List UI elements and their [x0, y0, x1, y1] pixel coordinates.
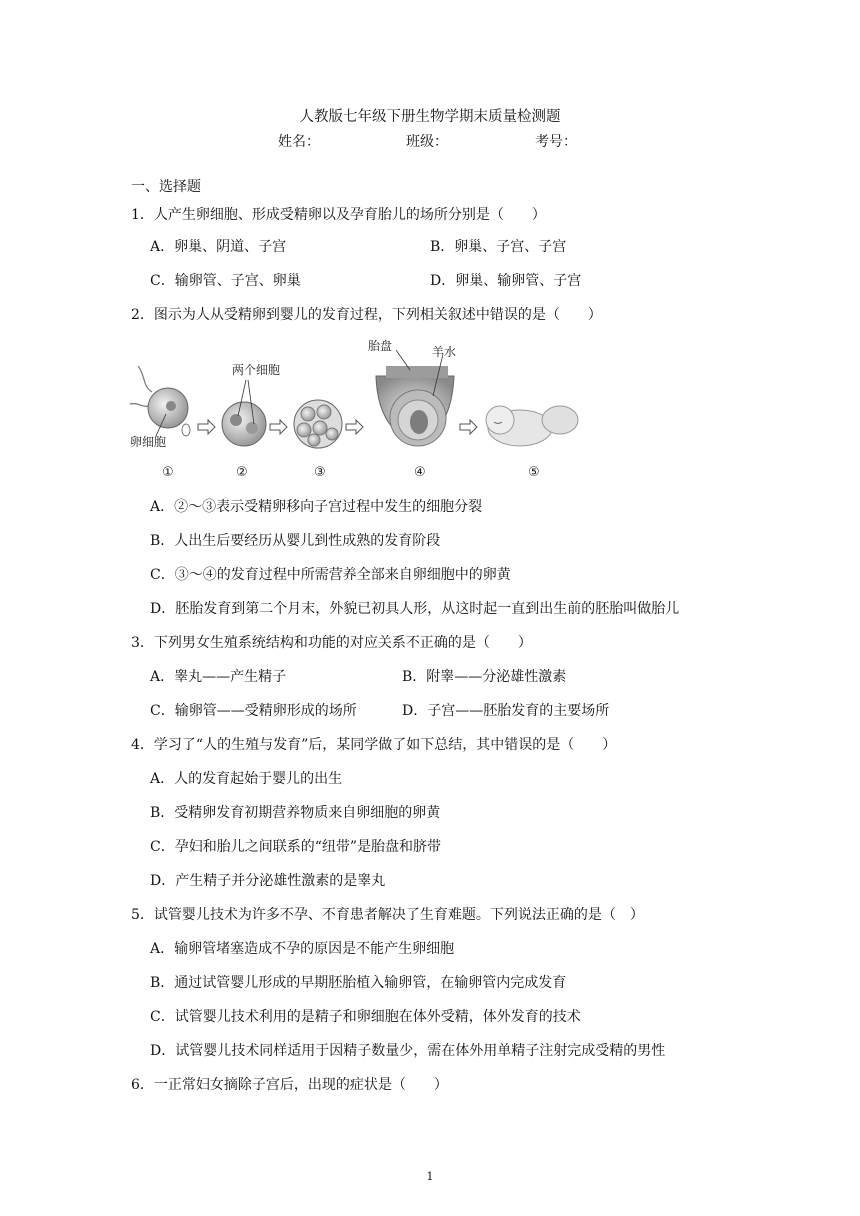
option-d: D．产生精子并分泌雄性激素的是睾丸: [150, 873, 386, 889]
womb-image: [376, 350, 454, 446]
amniotic-label: 羊水: [432, 345, 457, 359]
option-d: D．胚胎发育到第二个月末，外貌已初具人形，从这时起一直到出生前的胚胎叫做胎儿: [150, 601, 680, 617]
option-c: C．试管婴儿技术利用的是精子和卵细胞在体外受精，体外发育的技术: [150, 1009, 581, 1025]
option-d: D．卵巢、输卵管、子宫: [430, 273, 582, 289]
development-figure: [128, 336, 598, 486]
option-a: A．人的发育起始于婴儿的出生: [150, 771, 343, 787]
option-b: B．卵巢、子宫、子宫: [430, 239, 567, 255]
question-stem: 1．人产生卵细胞、形成受精卵以及孕育胎儿的场所分别是（ ）: [131, 207, 546, 223]
name-label: 姓名：: [278, 134, 320, 150]
two-cell-image: [222, 380, 266, 446]
question-stem: 4．学习了“人的生殖与发育”后，某同学做了如下总结，其中错误的是（ ）: [131, 737, 617, 753]
option-c: C．③～④的发育过程中所需营养全部来自卵细胞中的卵黄: [150, 567, 511, 583]
option-b: B．受精卵发育初期营养物质来自卵细胞的卵黄: [150, 805, 441, 821]
two-cells-label: 两个细胞: [232, 363, 281, 377]
option-d: D．试管婴儿技术同样适用于因精子数量少，需在体外用单精子注射完成受精的男性: [150, 1043, 666, 1059]
exam-no-label: 考号：: [535, 134, 577, 150]
question-stem: 2．图示为人从受精卵到婴儿的发育过程，下列相关叙述中错误的是（ ）: [131, 307, 602, 323]
option-b: B．人出生后要经历从婴儿到性成熟的发育阶段: [150, 533, 441, 549]
morula-image: [294, 400, 342, 448]
number-2: ②: [236, 465, 248, 480]
option-a: A．卵巢、阴道、子宫: [150, 239, 287, 255]
page-number: 1: [426, 1170, 434, 1183]
baby-image: [486, 406, 578, 446]
option-b: B．通过试管婴儿形成的早期胚胎植入输卵管，在输卵管内完成发育: [150, 975, 567, 991]
section-title: 一、选择题: [131, 179, 201, 195]
option-d: D．子宫——胚胎发育的主要场所: [402, 703, 610, 719]
number-4: ④: [414, 465, 426, 480]
option-c: C．孕妇和胎儿之间联系的“纽带”是胎盘和脐带: [150, 839, 442, 855]
option-a: A．输卵管堵塞造成不孕的原因是不能产生卵细胞: [150, 941, 455, 957]
option-c: C．输卵管——受精卵形成的场所: [150, 703, 357, 719]
question-stem: 5．试管婴儿技术为许多不孕、不育患者解决了生育难题。下列说法正确的是（ ）: [131, 907, 644, 923]
option-a: A．②～③表示受精卵移向子宫过程中发生的细胞分裂: [150, 499, 483, 515]
option-a: A．睾丸——产生精子: [150, 669, 287, 685]
option-b: B．附睾——分泌雄性激素: [402, 669, 567, 685]
egg-cell-image: [130, 366, 190, 436]
page-title: 人教版七年级下册生物学期末质量检测题: [299, 109, 561, 125]
number-1: ①: [162, 465, 174, 480]
question-stem: 3．下列男女生殖系统结构和功能的对应关系不正确的是（ ）: [131, 635, 532, 651]
option-c: C．输卵管、子宫、卵巢: [150, 273, 301, 289]
placenta-label: 胎盘: [368, 339, 393, 353]
class-label: 班级：: [406, 134, 448, 150]
egg-cell-label: 卵细胞: [130, 435, 167, 449]
question-stem: 6．一正常妇女摘除子宫后，出现的症状是（ ）: [131, 1077, 448, 1093]
number-5: ⑤: [528, 465, 540, 480]
number-3: ③: [314, 465, 326, 480]
